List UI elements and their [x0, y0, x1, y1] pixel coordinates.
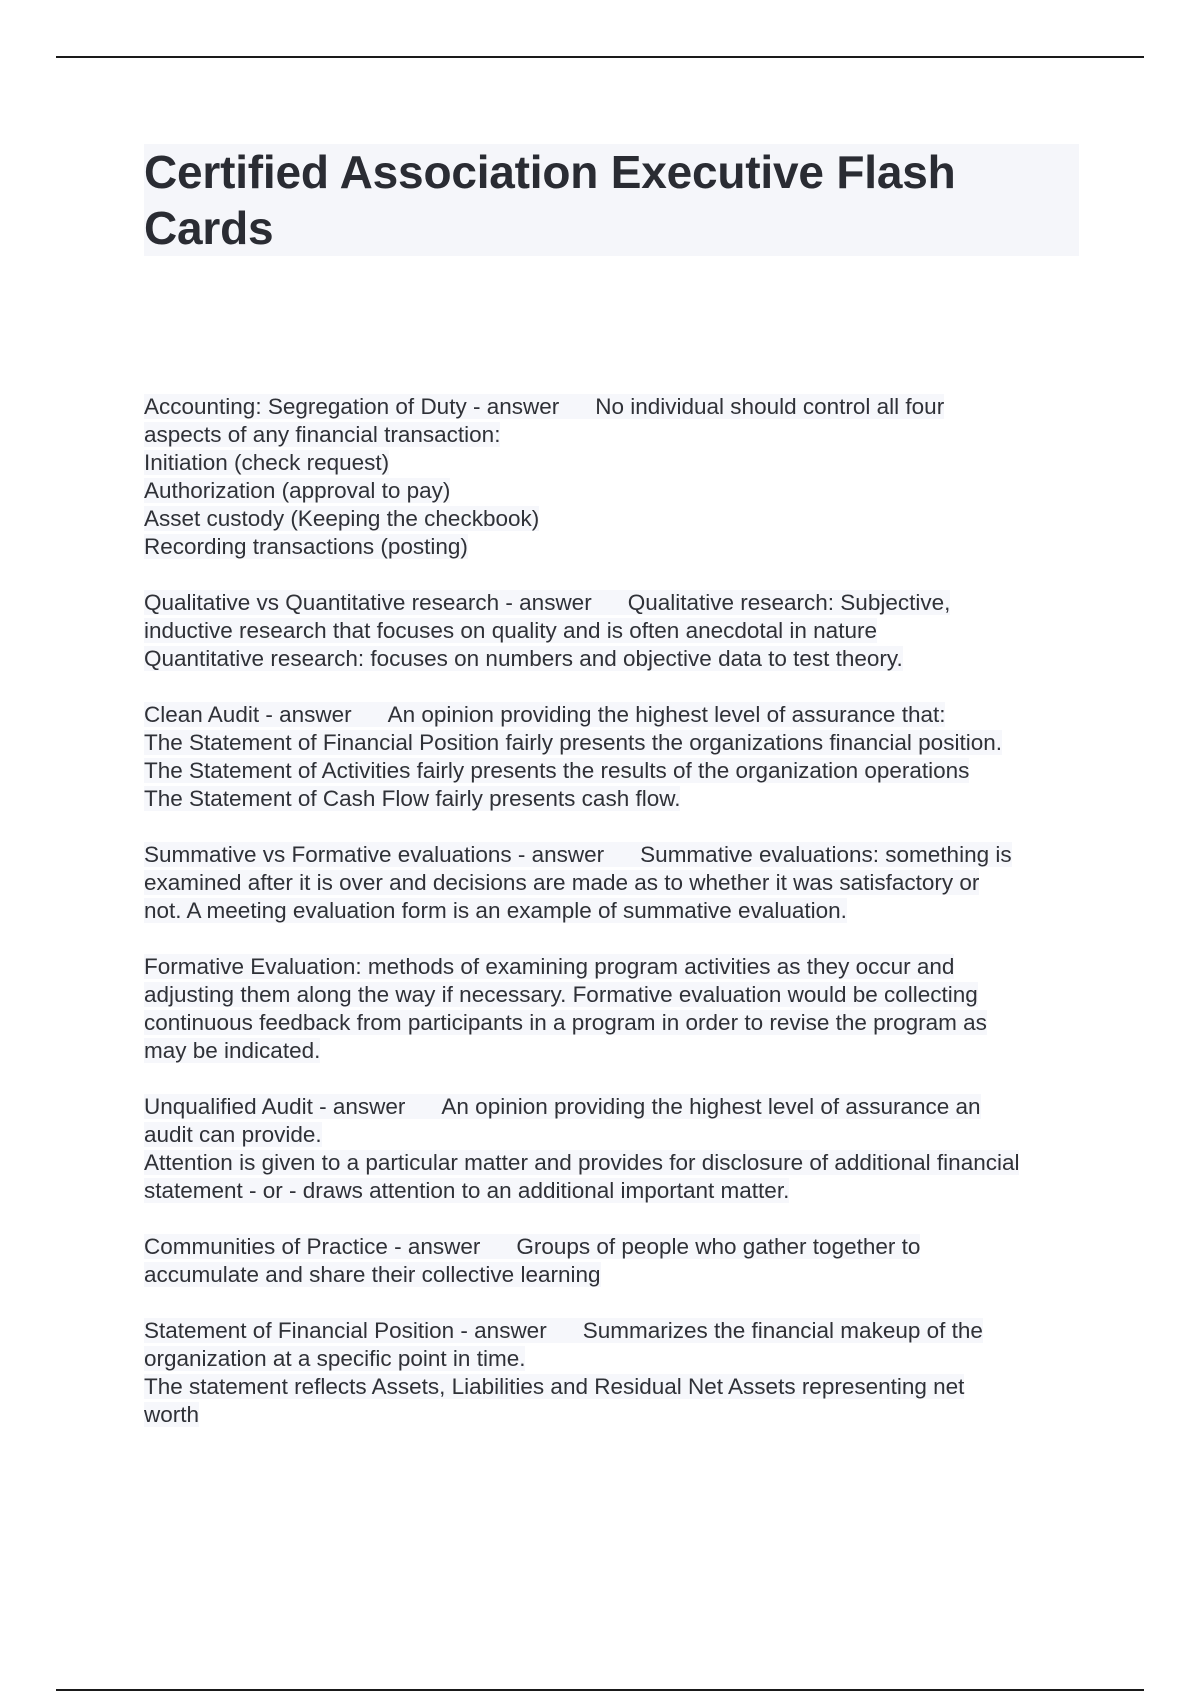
card-term: Communities of Practice - answer: [144, 1234, 481, 1259]
flashcard: [144, 701, 1094, 813]
card-answer-start: An opinion providing the highest level of assurance an: [441, 1094, 981, 1119]
flashcard-paragraph: [144, 953, 1094, 1065]
card-answer-line: Quantitative research: focuses on numbers and objective data to test theory.: [144, 646, 903, 671]
flashcard-list: [144, 393, 1094, 1457]
title-line-2: Cards: [144, 202, 274, 254]
card-answer-start: No individual should control all four: [595, 394, 945, 419]
card-answer-line: examined after it is over and decisions are made as to whether it was satisfactory or: [144, 870, 980, 895]
flashcard: [144, 1233, 1094, 1289]
card-answer-start: An opinion providing the highest level of assurance that:: [387, 702, 946, 727]
card-answer-line: The Statement of Cash Flow fairly presents cash flow.: [144, 786, 681, 811]
flashcard: [144, 841, 1094, 925]
card-answer-line: worth: [144, 1402, 200, 1427]
card-answer-line: inductive research that focuses on quality and is often anecdotal in nature: [144, 618, 877, 643]
card-answer-line: Initiation (check request): [144, 450, 390, 475]
card-term: Clean Audit - answer: [144, 702, 352, 727]
flashcard: [144, 1317, 1094, 1429]
card-answer-line: The statement reflects Assets, Liabilities and Residual Net Assets representing net: [144, 1374, 965, 1399]
card-answer-line: Formative Evaluation: methods of examining program activities as they occur and: [144, 954, 955, 979]
card-answer-line: continuous feedback from participants in a program in order to revise the program as: [144, 1010, 987, 1035]
card-term: Qualitative vs Quantitative research - answer: [144, 590, 592, 615]
card-answer-line: Recording transactions (posting): [144, 534, 468, 559]
card-answer-line: audit can provide.: [144, 1122, 322, 1147]
card-answer-line: aspects of any financial transaction:: [144, 422, 501, 447]
card-answer-line: accumulate and share their collective learning: [144, 1262, 601, 1287]
flashcard: [144, 1093, 1094, 1205]
title-line-1: Certified Association Executive Flash: [144, 146, 956, 198]
card-answer-start: Summative evaluations: something is: [640, 842, 1012, 867]
card-term: Summative vs Formative evaluations - answer: [144, 842, 605, 867]
card-answer-start: Groups of people who gather together to: [516, 1234, 921, 1259]
card-answer-line: The Statement of Financial Position fairly presents the organizations financial position.: [144, 730, 1002, 755]
card-answer-line: may be indicated.: [144, 1038, 321, 1063]
card-term: Accounting: Segregation of Duty - answer: [144, 394, 560, 419]
card-answer-line: Attention is given to a particular matter and provides for disclosure of additional financial: [144, 1150, 1020, 1175]
card-answer-line: not. A meeting evaluation form is an example of summative evaluation.: [144, 898, 847, 923]
top-rule: [56, 56, 1144, 58]
flashcard: [144, 589, 1094, 673]
flashcard: [144, 393, 1094, 561]
title-block: [144, 144, 1079, 256]
card-answer-line: adjusting them along the way if necessary. Formative evaluation would be collecting: [144, 982, 978, 1007]
bottom-rule: [56, 1689, 1144, 1691]
document-title: [144, 144, 1079, 256]
card-answer-line: statement - or - draws attention to an additional important matter.: [144, 1178, 790, 1203]
card-term: Unqualified Audit - answer: [144, 1094, 406, 1119]
card-answer-line: Authorization (approval to pay): [144, 478, 451, 503]
card-answer-start: Qualitative research: Subjective,: [627, 590, 951, 615]
card-answer-line: Asset custody (Keeping the checkbook): [144, 506, 540, 531]
card-answer-line: organization at a specific point in time.: [144, 1346, 526, 1371]
card-answer-start: Summarizes the financial makeup of the: [582, 1318, 983, 1343]
card-answer-line: The Statement of Activities fairly presents the results of the organization operations: [144, 758, 970, 783]
card-term: Statement of Financial Position - answer: [144, 1318, 547, 1343]
